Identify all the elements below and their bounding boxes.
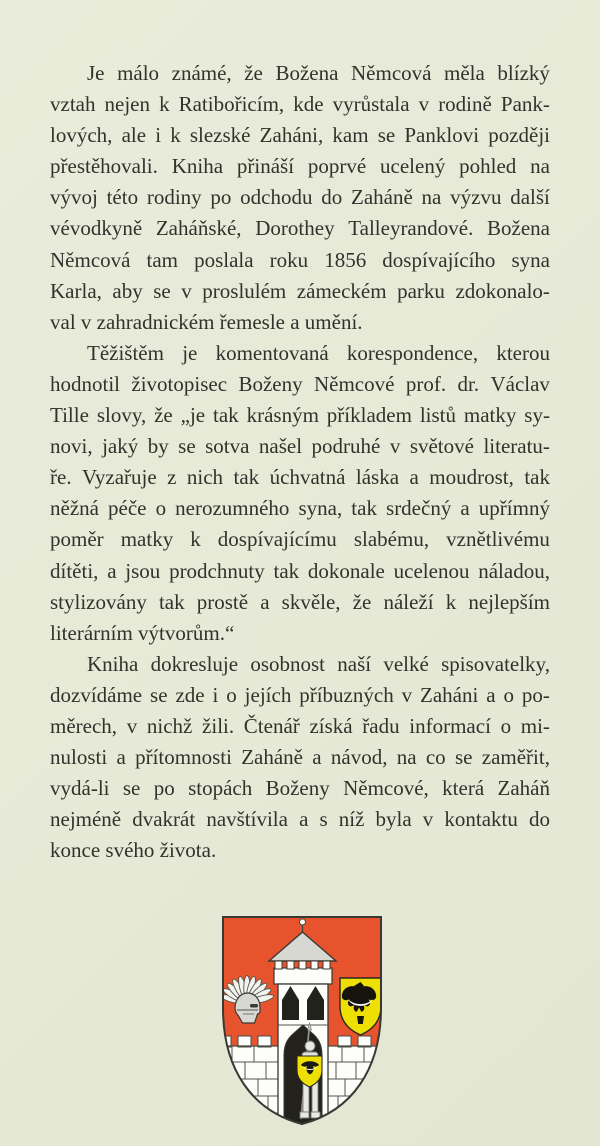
paragraph [50,58,550,338]
text-line: vévodkyně Zaháňské, Dorothey Talleyrandové. Božena [50,216,550,241]
text-line: Kniha dokresluje osobnost naší velké spisovatelky, [87,651,550,676]
text-line: literárním výtvorům.“ [50,620,235,645]
text-line: něžná péče o nerozumného syna, tak srdečný a upřímný [50,496,550,521]
spire-ball [300,919,306,925]
text-line: měrech, v nichž žili. Čtenář získá řadu informací o mi- [50,713,550,738]
text-line: Karla, aby se v proslulém zámeckém parku zdokonalo- [50,278,550,303]
text-line: poměr matky k dospívajícímu slabému, vznětlivému [50,527,550,552]
text-line: nejméně dvakrát navštívila a s níž byla v kontaktu do [50,807,550,832]
text-line: Těžištěm je komentovaná korespondence, kterou [87,340,550,365]
text-line: Tille slovy, že „je tak krásným příkladem listů matky sy- [50,403,550,428]
text-line: přestěhovali. Kniha přináší poprvé ucelený pohled na [50,154,550,179]
text-line: stylizovány tak prostě a skvěle, že náleží k nejlepším [50,589,550,614]
text-line: konce svého života. [50,838,217,863]
text-line: lových, ale i k slezské Zaháni, kam se Panklovi později [50,123,550,148]
text-line: dítěti, a jsou prodchnuty tak dokonale ucelenou náladou, [50,558,550,583]
text-line: vydá-li se po stopách Boženy Němcové, která Zaháň [50,776,550,801]
text-line: dozvídáme se zde i o jejích příbuzných v Zaháni a o po- [50,682,550,707]
text-line: hodnotil životopisec Boženy Němcové prof. dr. Václav [50,371,550,396]
paragraph [50,338,550,649]
text-line: vývoj této rodiny po odchodu do Zaháně na výzvu další [50,185,550,210]
zahan-coat-of-arms [212,912,392,1130]
text-line: nulosti a přítomnosti Zaháně a návod, na co se zaměřit, [50,745,550,770]
text-line: novi, jaký by se sotva našel podruhé v světové literatu- [50,434,550,459]
text-line: Je málo známé, že Božena Němcová měla blízký [87,61,550,85]
text-line: val v zahradnickém řemesle a umění. [50,309,363,334]
annotation-text [50,58,550,866]
paragraph [50,649,550,867]
text-line: Němcová tam poslala roku 1856 dospívajícího syna [50,247,550,272]
text-line: vztah nejen k Ratibořicím, kde vyrůstala v rodině Pank- [50,92,550,117]
text-line: ře. Vyzařuje z nich tak úchvatná láska a moudrost, tak [50,465,550,490]
